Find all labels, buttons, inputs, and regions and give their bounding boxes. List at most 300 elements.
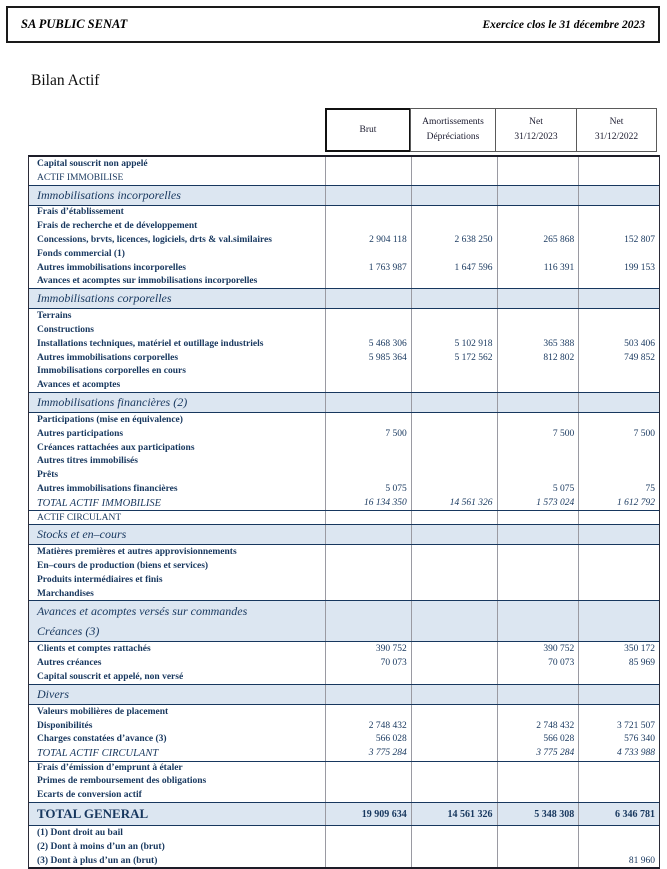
- cell-net-2023: [497, 621, 579, 641]
- table-row: [29, 309, 659, 323]
- cell-net-2022: [578, 413, 659, 427]
- cell-brut: [325, 157, 411, 171]
- cell-net-2022: 6 346 781: [578, 803, 659, 825]
- cell-amortissements: 2 638 250: [411, 233, 497, 247]
- row-label: Matières premières et autres approvisionnements: [37, 547, 237, 558]
- cell-amortissements: [411, 559, 497, 573]
- table-row: [29, 157, 659, 171]
- cell-net-2022: 749 852: [578, 351, 659, 365]
- cell-net-2022: 503 406: [578, 337, 659, 351]
- row-label: Créances (3): [37, 623, 100, 638]
- cell-brut: 390 752: [325, 642, 411, 656]
- row-label: Immobilisations financières (2): [37, 395, 188, 410]
- row-label: TOTAL ACTIF IMMOBILISE: [37, 497, 162, 509]
- table-row: [29, 719, 659, 733]
- column-header-brut: [325, 108, 411, 152]
- table-row: [29, 378, 659, 392]
- cell-net-2023: 5 348 308: [497, 803, 579, 825]
- column-header-line: Net: [529, 117, 543, 128]
- row-label: Avances et acomptes: [37, 380, 121, 391]
- cell-net-2022: [578, 247, 659, 261]
- cell-net-2023: 390 752: [497, 642, 579, 656]
- cell-net-2022: [578, 587, 659, 601]
- cell-amortissements: [411, 441, 497, 455]
- cell-brut: [325, 378, 411, 392]
- row-label: Charges constatées d’avance (3): [37, 734, 167, 745]
- page-title: Bilan Actif: [31, 72, 100, 89]
- cell-brut: 7 500: [325, 427, 411, 441]
- cell-net-2023: [497, 788, 579, 802]
- table-row: [29, 413, 659, 427]
- column-header-line: Net: [609, 117, 624, 128]
- cell-amortissements: [411, 482, 497, 496]
- table-row: [29, 854, 659, 868]
- cell-amortissements: [411, 746, 497, 761]
- row-label: Autres immobilisations financières: [37, 484, 178, 495]
- row-label: Créances rattachées aux participations: [37, 442, 195, 453]
- row-label: Capital souscrit non appelé: [37, 158, 148, 169]
- cell-brut: [325, 365, 411, 379]
- table-row: [29, 468, 659, 482]
- cell-net-2023: [497, 309, 579, 323]
- row-label: Marchandises: [37, 588, 94, 599]
- cell-net-2022: [578, 323, 659, 337]
- cell-net-2023: [497, 455, 579, 469]
- cell-amortissements: [411, 775, 497, 789]
- cell-brut: 3 775 284: [325, 746, 411, 761]
- column-header-line: Dépréciations: [426, 132, 480, 142]
- cell-net-2023: [497, 393, 579, 412]
- row-label: Autres immobilisations corporelles: [37, 352, 179, 363]
- column-header-line: Amortissements: [422, 117, 484, 128]
- row-label: TOTAL GENERAL: [37, 806, 149, 822]
- table-row: [29, 656, 659, 670]
- cell-brut: [325, 309, 411, 323]
- cell-brut: [325, 788, 411, 802]
- cell-brut: [325, 171, 411, 185]
- cell-amortissements: [411, 247, 497, 261]
- cell-net-2023: [497, 413, 579, 427]
- cell-net-2023: [497, 441, 579, 455]
- table-row: [29, 826, 659, 840]
- table-row: [29, 642, 659, 656]
- table-row: [29, 247, 659, 261]
- cell-brut: [325, 559, 411, 573]
- cell-amortissements: [411, 365, 497, 379]
- row-label: Frais d’émission d’emprunt à étaler: [37, 763, 183, 774]
- cell-net-2022: [578, 378, 659, 392]
- cell-net-2022: [578, 309, 659, 323]
- table-row: [29, 288, 659, 309]
- cell-amortissements: [411, 157, 497, 171]
- row-label: Concessions, brvts, licences, logiciels, drts & val.similaires: [37, 235, 272, 246]
- cell-net-2022: 4 733 988: [578, 746, 659, 761]
- column-header-amortissements: [410, 108, 496, 152]
- cell-net-2022: [578, 275, 659, 289]
- row-label: Fonds commercial (1): [37, 248, 125, 259]
- cell-brut: [325, 468, 411, 482]
- cell-brut: 566 028: [325, 732, 411, 746]
- cell-net-2022: [578, 826, 659, 840]
- cell-amortissements: [411, 468, 497, 482]
- table-row: [29, 559, 659, 573]
- table-row: [29, 587, 659, 601]
- row-label: Immobilisations corporelles en cours: [37, 366, 186, 377]
- cell-amortissements: [411, 171, 497, 185]
- cell-net-2023: [497, 573, 579, 587]
- cell-amortissements: [411, 762, 497, 775]
- cell-amortissements: 14 561 326: [411, 496, 497, 511]
- cell-brut: [325, 289, 411, 308]
- table-row: [29, 496, 659, 511]
- cell-amortissements: [411, 219, 497, 233]
- cell-amortissements: 5 102 918: [411, 337, 497, 351]
- row-label: ACTIF IMMOBILISE: [37, 172, 124, 183]
- cell-net-2022: [578, 468, 659, 482]
- cell-net-2023: [497, 854, 579, 868]
- cell-net-2022: [578, 621, 659, 641]
- row-label: (1) Dont droit au bail: [37, 827, 123, 838]
- column-header-line: Brut: [359, 124, 377, 135]
- row-label: En–cours de production (biens et services): [37, 560, 209, 571]
- cell-net-2022: [578, 573, 659, 587]
- cell-brut: [325, 840, 411, 854]
- cell-net-2022: [578, 775, 659, 789]
- cell-net-2023: 2 748 432: [497, 719, 579, 733]
- cell-net-2023: [497, 762, 579, 775]
- cell-net-2022: [578, 157, 659, 171]
- table-row: [29, 323, 659, 337]
- table-row: [29, 261, 659, 275]
- cell-brut: 19 909 634: [325, 803, 411, 825]
- table-row: [29, 788, 659, 802]
- cell-net-2023: [497, 559, 579, 573]
- cell-net-2023: [497, 840, 579, 854]
- cell-amortissements: [411, 309, 497, 323]
- cell-net-2022: [578, 171, 659, 185]
- cell-net-2023: [497, 323, 579, 337]
- cell-amortissements: [411, 393, 497, 412]
- row-label: Frais de recherche et de développement: [37, 221, 198, 232]
- document-header: [6, 6, 660, 43]
- cell-net-2023: [497, 525, 579, 544]
- cell-net-2023: [497, 826, 579, 840]
- table-row: [29, 600, 659, 621]
- cell-net-2023: [497, 219, 579, 233]
- cell-amortissements: [411, 186, 497, 205]
- table-row: [29, 365, 659, 379]
- table-row: [29, 775, 659, 789]
- cell-brut: [325, 525, 411, 544]
- row-label: Autres titres immobilisés: [37, 456, 138, 467]
- cell-net-2023: [497, 587, 579, 601]
- table-row: [29, 185, 659, 206]
- cell-brut: [325, 413, 411, 427]
- cell-brut: 5 985 364: [325, 351, 411, 365]
- cell-net-2023: [497, 378, 579, 392]
- cell-amortissements: [411, 788, 497, 802]
- table-row: [29, 573, 659, 587]
- cell-net-2023: [497, 511, 579, 524]
- cell-net-2022: 1 612 792: [578, 496, 659, 511]
- cell-brut: [325, 587, 411, 601]
- row-label: Valeurs mobilières de placement: [37, 706, 169, 717]
- table-row: [29, 802, 659, 826]
- cell-amortissements: [411, 642, 497, 656]
- cell-net-2022: 199 153: [578, 261, 659, 275]
- cell-brut: [325, 601, 411, 621]
- cell-amortissements: [411, 587, 497, 601]
- row-label: (2) Dont à moins d’un an (brut): [37, 841, 165, 852]
- cell-net-2023: [497, 206, 579, 220]
- cell-net-2022: 81 960: [578, 854, 659, 868]
- cell-net-2022: [578, 705, 659, 719]
- cell-net-2023: [497, 289, 579, 308]
- cell-amortissements: [411, 455, 497, 469]
- cell-net-2023: 1 573 024: [497, 496, 579, 511]
- row-label: Divers: [37, 686, 69, 701]
- cell-amortissements: [411, 685, 497, 704]
- row-label: Immobilisations incorporelles: [37, 187, 181, 202]
- row-label: Immobilisations corporelles: [37, 291, 172, 306]
- cell-brut: 2 904 118: [325, 233, 411, 247]
- cell-amortissements: [411, 705, 497, 719]
- cell-net-2023: [497, 186, 579, 205]
- cell-net-2022: [578, 685, 659, 704]
- table-row: [29, 392, 659, 413]
- row-label: Terrains: [37, 311, 72, 322]
- cell-amortissements: [411, 621, 497, 641]
- cell-net-2022: [578, 289, 659, 308]
- cell-brut: [325, 441, 411, 455]
- cell-amortissements: [411, 670, 497, 684]
- cell-amortissements: [411, 840, 497, 854]
- cell-brut: [325, 826, 411, 840]
- table-row: [29, 455, 659, 469]
- row-label: Avances et acomptes versés sur commandes: [37, 603, 248, 618]
- table-row: [29, 171, 659, 185]
- table-row: [29, 840, 659, 854]
- company-name: SA PUBLIC SENAT: [21, 17, 128, 31]
- cell-brut: 5 468 306: [325, 337, 411, 351]
- table-row: [29, 219, 659, 233]
- cell-net-2022: 7 500: [578, 427, 659, 441]
- row-label: Avances et acomptes sur immobilisations incorporelles: [37, 276, 258, 287]
- cell-net-2023: [497, 171, 579, 185]
- cell-brut: [325, 219, 411, 233]
- row-label: Clients et comptes rattachés: [37, 644, 151, 655]
- cell-brut: [325, 511, 411, 524]
- cell-net-2023: [497, 157, 579, 171]
- cell-amortissements: [411, 573, 497, 587]
- cell-net-2023: [497, 705, 579, 719]
- cell-brut: [325, 206, 411, 220]
- table-row: [29, 732, 659, 746]
- cell-net-2022: [578, 670, 659, 684]
- cell-net-2023: [497, 670, 579, 684]
- cell-amortissements: [411, 732, 497, 746]
- cell-amortissements: [411, 719, 497, 733]
- cell-amortissements: [411, 289, 497, 308]
- cell-amortissements: [411, 656, 497, 670]
- cell-amortissements: [411, 511, 497, 524]
- cell-amortissements: [411, 323, 497, 337]
- cell-net-2022: [578, 601, 659, 621]
- cell-amortissements: [411, 545, 497, 559]
- cell-net-2022: [578, 186, 659, 205]
- cell-net-2022: [578, 365, 659, 379]
- cell-amortissements: 1 647 596: [411, 261, 497, 275]
- cell-amortissements: [411, 275, 497, 289]
- cell-net-2022: 576 340: [578, 732, 659, 746]
- cell-net-2023: 5 075: [497, 482, 579, 496]
- cell-brut: [325, 621, 411, 641]
- table-row: [29, 670, 659, 684]
- cell-net-2022: [578, 455, 659, 469]
- table-row: [29, 427, 659, 441]
- cell-brut: [325, 247, 411, 261]
- cell-net-2022: 75: [578, 482, 659, 496]
- table-row: [29, 351, 659, 365]
- label-column-spacer: [28, 108, 325, 152]
- row-label: Participations (mise en équivalence): [37, 415, 183, 426]
- column-header-net-2022: [576, 108, 657, 152]
- table-row: [29, 233, 659, 247]
- cell-brut: [325, 573, 411, 587]
- table-row: [29, 275, 659, 289]
- cell-brut: 70 073: [325, 656, 411, 670]
- cell-amortissements: 14 561 326: [411, 803, 497, 825]
- table-row: [29, 510, 659, 524]
- cell-amortissements: [411, 206, 497, 220]
- row-label: Autres créances: [37, 658, 102, 669]
- row-label: Autres immobilisations incorporelles: [37, 262, 187, 273]
- cell-amortissements: [411, 601, 497, 621]
- table-row: [29, 746, 659, 761]
- cell-net-2022: [578, 559, 659, 573]
- cell-amortissements: [411, 378, 497, 392]
- table-row: [29, 621, 659, 642]
- cell-net-2023: [497, 468, 579, 482]
- column-header-line: 31/12/2022: [594, 132, 639, 142]
- balance-sheet-table: [28, 155, 660, 869]
- cell-net-2023: 566 028: [497, 732, 579, 746]
- row-label: Autres participations: [37, 428, 124, 439]
- cell-net-2022: [578, 219, 659, 233]
- cell-net-2022: [578, 393, 659, 412]
- table-row: [29, 441, 659, 455]
- cell-net-2023: 70 073: [497, 656, 579, 670]
- cell-net-2022: [578, 525, 659, 544]
- table-row: [29, 206, 659, 220]
- row-label: Stocks et en–cours: [37, 527, 127, 542]
- cell-brut: [325, 762, 411, 775]
- cell-net-2022: [578, 788, 659, 802]
- cell-amortissements: [411, 427, 497, 441]
- table-row: [29, 684, 659, 705]
- row-label: (3) Dont à plus d’un an (brut): [37, 855, 158, 866]
- cell-net-2023: [497, 275, 579, 289]
- column-header-line: 31/12/2023: [514, 132, 558, 142]
- cell-net-2022: 3 721 507: [578, 719, 659, 733]
- cell-amortissements: [411, 413, 497, 427]
- cell-brut: [325, 685, 411, 704]
- cell-net-2023: 812 802: [497, 351, 579, 365]
- row-label: Installations techniques, matériel et outillage industriels: [37, 338, 264, 349]
- cell-net-2023: [497, 365, 579, 379]
- cell-brut: 16 134 350: [325, 496, 411, 511]
- cell-net-2022: [578, 511, 659, 524]
- cell-net-2023: 365 388: [497, 337, 579, 351]
- cell-net-2023: 3 775 284: [497, 746, 579, 761]
- cell-net-2023: [497, 247, 579, 261]
- cell-amortissements: [411, 525, 497, 544]
- cell-brut: 1 763 987: [325, 261, 411, 275]
- column-header-row: [28, 108, 660, 152]
- cell-net-2022: 85 969: [578, 656, 659, 670]
- cell-brut: [325, 670, 411, 684]
- cell-amortissements: [411, 854, 497, 868]
- cell-brut: [325, 275, 411, 289]
- table-row: [29, 482, 659, 496]
- table-row: [29, 705, 659, 719]
- cell-brut: 5 075: [325, 482, 411, 496]
- cell-brut: [325, 545, 411, 559]
- cell-net-2023: [497, 685, 579, 704]
- row-label: Capital souscrit et appelé, non versé: [37, 671, 184, 682]
- row-label: TOTAL ACTIF CIRCULANT: [37, 747, 159, 759]
- row-label: Ecarts de conversion actif: [37, 790, 142, 801]
- row-label: Prêts: [37, 470, 59, 481]
- cell-net-2022: 152 807: [578, 233, 659, 247]
- row-label: ACTIF CIRCULANT: [37, 512, 122, 523]
- cell-amortissements: [411, 826, 497, 840]
- row-label: Produits intermédiaires et finis: [37, 574, 163, 585]
- cell-brut: [325, 854, 411, 868]
- cell-brut: [325, 705, 411, 719]
- cell-net-2022: [578, 762, 659, 775]
- cell-amortissements: 5 172 562: [411, 351, 497, 365]
- cell-net-2022: [578, 441, 659, 455]
- cell-net-2022: [578, 545, 659, 559]
- row-label: Disponibilités: [37, 720, 93, 731]
- table-row: [29, 761, 659, 775]
- cell-net-2023: [497, 775, 579, 789]
- cell-net-2023: [497, 601, 579, 621]
- cell-net-2022: [578, 206, 659, 220]
- column-header-net-2023: [495, 108, 577, 152]
- cell-brut: [325, 323, 411, 337]
- fiscal-period: Exercice clos le 31 décembre 2023: [482, 18, 645, 31]
- cell-net-2023: 7 500: [497, 427, 579, 441]
- cell-net-2022: [578, 840, 659, 854]
- cell-net-2023: 265 868: [497, 233, 579, 247]
- cell-net-2023: 116 391: [497, 261, 579, 275]
- row-label: Primes de remboursement des obligations: [37, 776, 207, 787]
- row-label: Constructions: [37, 325, 95, 336]
- cell-brut: 2 748 432: [325, 719, 411, 733]
- table-row: [29, 524, 659, 545]
- row-label: Frais d’établissement: [37, 207, 124, 218]
- table-row: [29, 545, 659, 559]
- cell-brut: [325, 455, 411, 469]
- table-row: [29, 337, 659, 351]
- cell-net-2022: 350 172: [578, 642, 659, 656]
- cell-brut: [325, 186, 411, 205]
- cell-brut: [325, 775, 411, 789]
- cell-brut: [325, 393, 411, 412]
- cell-net-2023: [497, 545, 579, 559]
